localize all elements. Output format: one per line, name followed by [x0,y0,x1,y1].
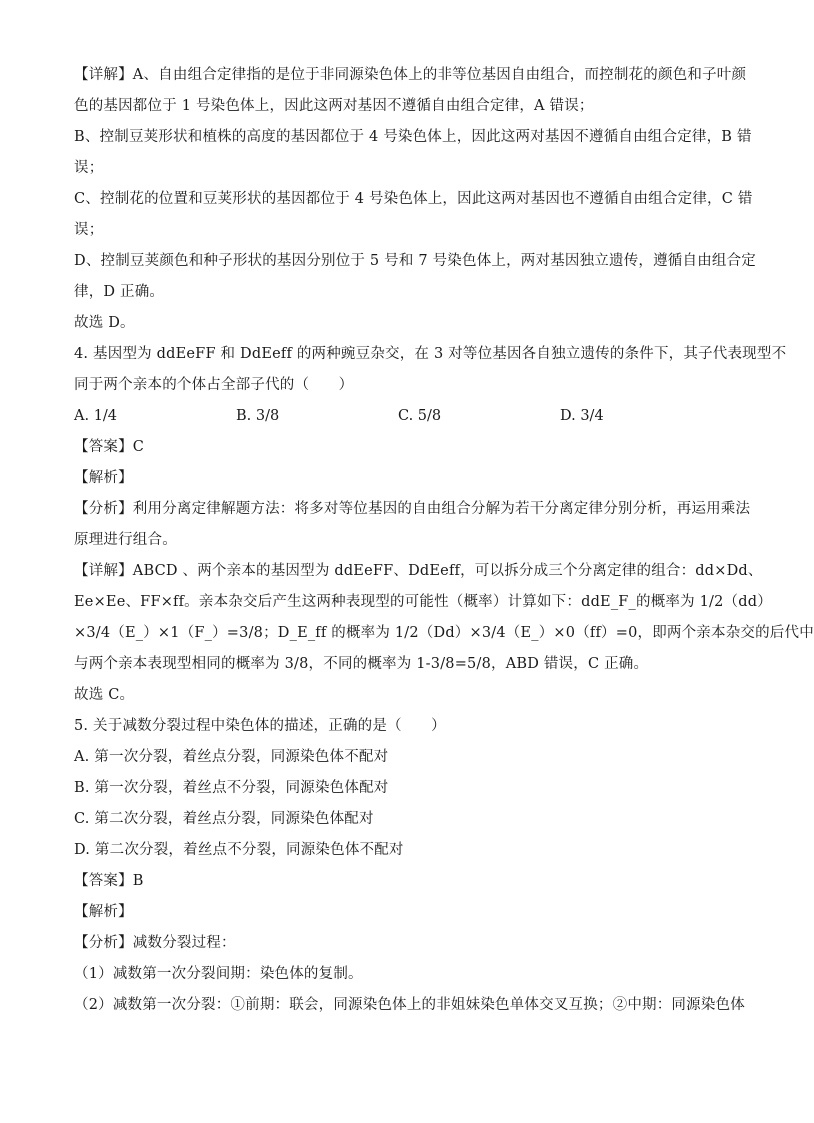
text-line: Ee×Ee、FF×ff。亲本杂交后产生这两种表现型的可能性（概率）计算如下：ddE_F_的概率为 1/2（dd） [74,594,772,610]
analysis-label: 【解析】 [74,470,133,486]
option-a: A. 第一次分裂，着丝点分裂，同源染色体不配对 [74,749,389,765]
question-5-stem: 5. 关于减数分裂过程中染色体的描述，正确的是（ ） [74,718,446,734]
text-line: 误； [74,222,104,238]
option-b: B. 第一次分裂，着丝点不分裂，同源染色体配对 [74,780,389,796]
text-line: 【详解】ABCD 、两个亲本的基因型为 ddEeFF、DdEeff，可以拆分成三个分离定律的组合：dd×Dd、 [74,563,763,579]
text-line: ×3/4（E_）×1（F_）=3/8；D_E_ff 的概率为 1/2（Dd）×3/4（E_）×0（ff）=0，即两个亲本杂交的后代中 [74,625,814,641]
text-line: 故选 D。 [74,315,135,331]
text-line: 误； [74,160,104,176]
text-line: 律，D 正确。 [74,284,165,300]
option-d: D. 3/4 [560,408,604,424]
text-line: 故选 C。 [74,687,135,703]
text-line: D、控制豆荚颜色和种子形状的基因分别位于 5 号和 7 号染色体上，两对基因独立遗传，遵循自由组合定 [74,253,757,269]
option-b: B. 3/8 [236,408,280,424]
text-line: 【分析】利用分离定律解题方法：将多对等位基因的自由组合分解为若干分离定律分别分析，再运用乘法 [74,501,751,517]
text-line: C、控制花的位置和豆荚形状的基因都位于 4 号染色体上，因此这两对基因也不遵循自由组合定律，C 错 [74,191,753,207]
text-line: （1）减数第一次分裂间期：染色体的复制。 [74,966,363,982]
text-line: 原理进行组合。 [74,532,177,548]
text-line: 与两个亲本表现型相同的概率为 3/8，不同的概率为 1-3/8=5/8，ABD 错误，C 正确。 [74,656,649,672]
option-c: C. 5/8 [398,408,442,424]
text-line: （2）减数第一次分裂：①前期：联会，同源染色体上的非姐妹染色单体交叉互换；②中期：同源染色体 [74,997,745,1013]
analysis-label: 【解析】 [74,904,133,920]
question-4-stem: 同于两个亲本的个体占全部子代的（ ） [74,377,354,393]
text-line: 【分析】减数分裂过程： [74,935,236,951]
document-page [74,60,814,1021]
answer-label: 【答案】C [74,439,145,455]
text-line: 【详解】A、自由组合定律指的是位于非同源染色体上的非等位基因自由组合，而控制花的颜色和子叶颜 [74,67,747,83]
text-line: B、控制豆荚形状和植株的高度的基因都位于 4 号染色体上，因此这两对基因不遵循自由组合定律，B 错 [74,129,752,145]
option-d: D. 第二次分裂，着丝点不分裂，同源染色体不配对 [74,842,404,858]
question-4-stem: 4. 基因型为 ddEeFF 和 DdEeff 的两种豌豆杂交，在 3 对等位基因各自独立遗传的条件下，其子代表现型不 [74,346,787,362]
option-c: C. 第二次分裂，着丝点分裂，同源染色体配对 [74,811,374,827]
text-line: 色的基因都位于 1 号染色体上，因此这两对基因不遵循自由组合定律，A 错误； [74,98,594,114]
question-4-options [74,401,724,432]
answer-label: 【答案】B [74,873,144,889]
option-a: A. 1/4 [74,408,118,424]
